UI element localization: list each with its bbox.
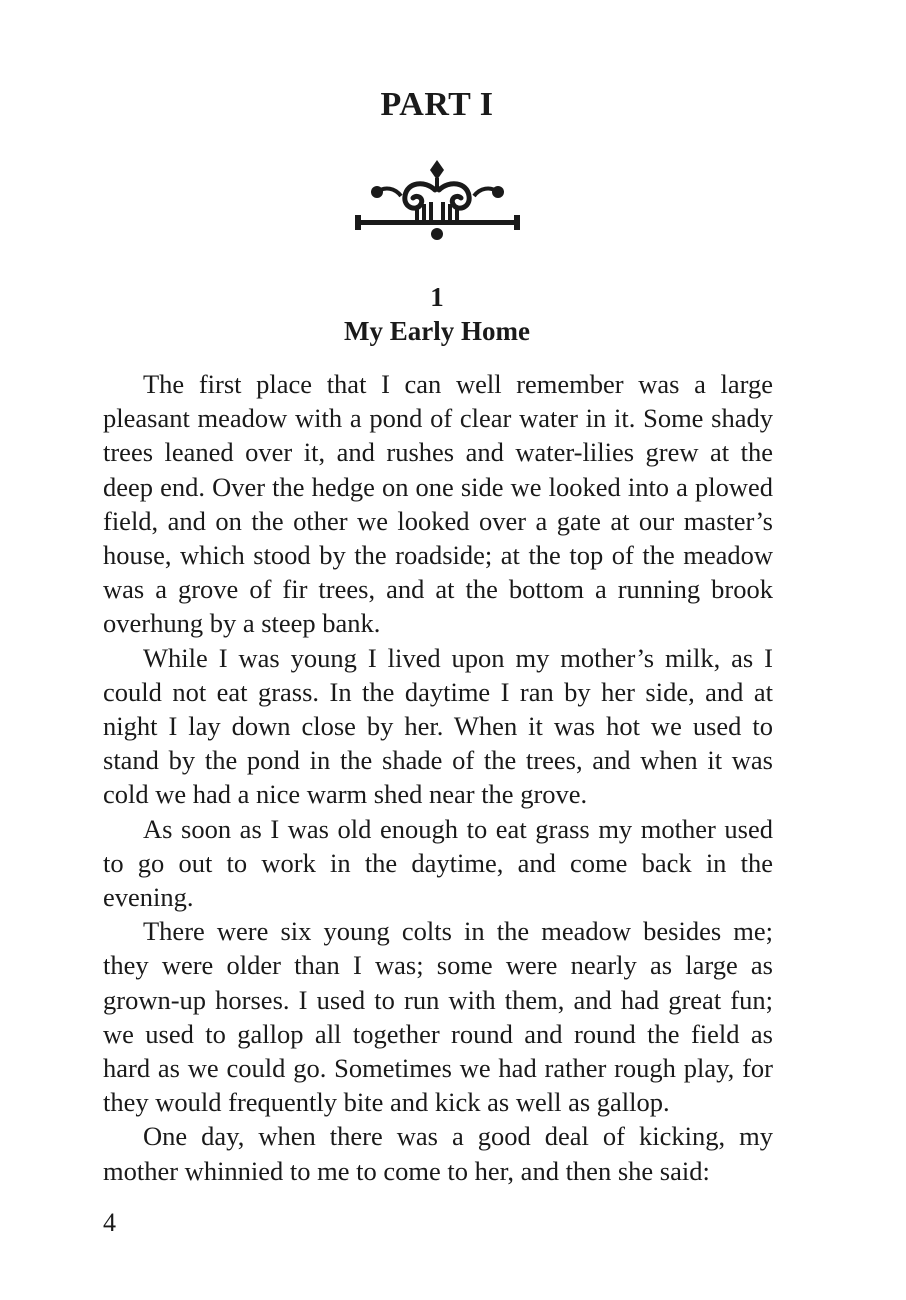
paragraph: One day, when there was a good deal of kicking, my mother whinnied to me to come to her, and then she said: [103, 1121, 773, 1186]
chapter-title: My Early Home [344, 316, 530, 346]
chapter-number: 1 [430, 282, 444, 312]
page-number: 4 [103, 1208, 116, 1237]
scroll-ornament-icon [355, 160, 520, 242]
chapter-body [103, 367, 773, 1188]
paragraph: There were six young colts in the meadow besides me; they were older than I was; some were nearly as large as grown-up horses. I used to run with them, and had great fun; we used to gallop all together round and round the field as hard as we could go. Sometimes we had rather rough play, for they would frequently bite and kick as well as gallop. [103, 916, 773, 1118]
paragraph: As soon as I was old enough to eat grass my mother used to go out to work in the daytime, and come back in the evening. [103, 813, 773, 913]
paragraph: The first place that I can well remember was a large pleasant meadow with a pond of clear water in it. Some shady trees leaned over it, and rushes and water-lilies grew at the deep end. Over the hedge on one side we looked into a plowed field, and on the other we looked over a gate at our master’s house, which stood by the roadside; at the top of the meadow was a grove of fir trees, and at the bottom a running brook overhung by a steep bank. [103, 369, 773, 639]
part-title: PART I [380, 86, 494, 123]
paragraph: While I was young I lived upon my mother’s milk, as I could not eat grass. In the daytime I ran by her side, and at night I lay down close by her. When it was hot we used to stand by the pond in the shade of the trees, and when it was cold we had a nice warm shed near the grove. [103, 642, 773, 810]
